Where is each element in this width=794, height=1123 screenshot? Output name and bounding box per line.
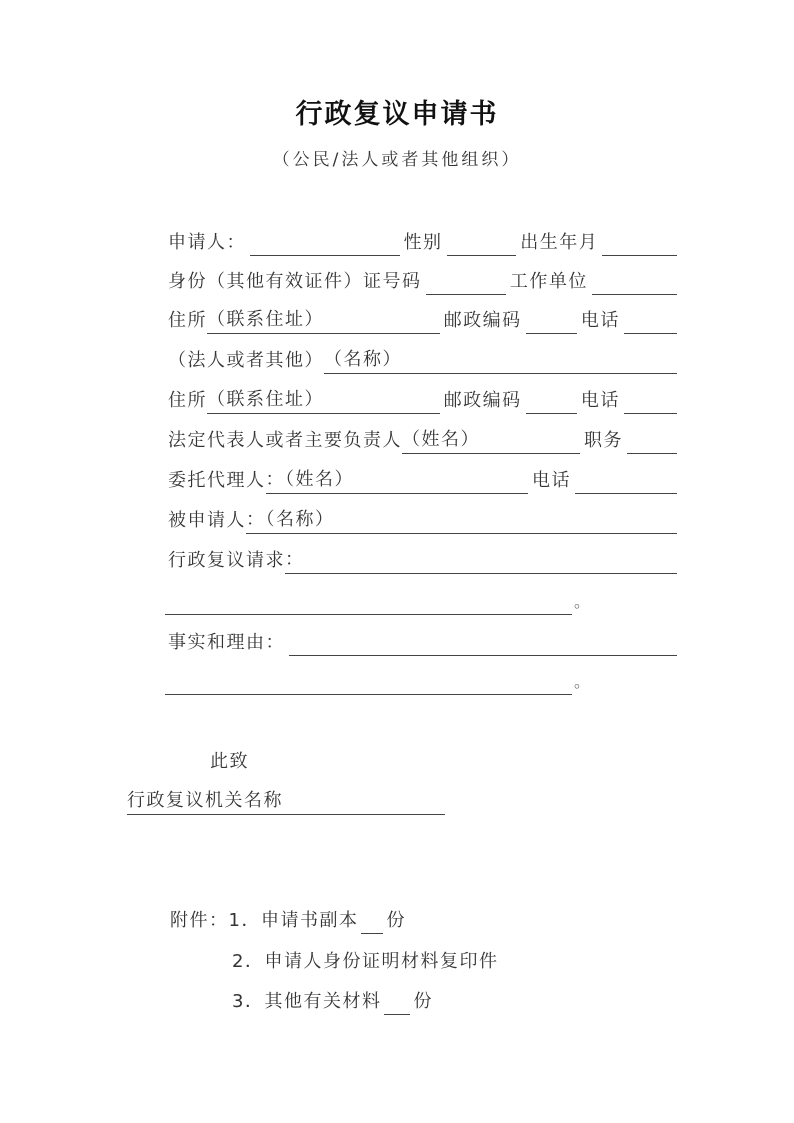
attachment-row-2 (232, 945, 498, 975)
salutation: 此致 (210, 751, 249, 772)
attachment-row-1 (170, 904, 406, 934)
id-number-field[interactable] (426, 269, 506, 295)
postcode-label: 邮政编码 (443, 390, 522, 411)
work-unit-field[interactable] (592, 269, 677, 295)
entity-name-field[interactable]: （名称） (324, 347, 677, 374)
attachment-item-2: 2．申请人身份证明材料复印件 (232, 951, 499, 972)
facts-label: 事实和理由： (168, 632, 285, 653)
request-field-line2[interactable] (165, 589, 572, 615)
copies3-label: 份 (413, 991, 433, 1012)
applicant-label: 申请人： (168, 232, 246, 253)
request-row (168, 544, 677, 574)
legal-rep-label: 法定代表人或者主要负责人 (168, 430, 402, 451)
agent-row (168, 464, 677, 494)
applicant-row (168, 226, 677, 256)
legal-rep-row (168, 424, 677, 454)
postcode-label: 邮政编码 (443, 310, 522, 331)
facts-continuation-row (165, 665, 590, 695)
respondent-name-field[interactable]: ：（名称） (246, 507, 677, 534)
position-field[interactable] (627, 428, 677, 454)
copies3-field[interactable] (384, 989, 410, 1015)
document-title: 行政复议申请书 (295, 99, 499, 130)
phone-label: 电话 (531, 470, 571, 491)
legal-other-label: （法人或者其他） (168, 350, 324, 371)
birth-field[interactable] (602, 230, 677, 256)
residence-label: 住所 (168, 390, 207, 411)
request-label: 行政复议请求 (168, 550, 285, 571)
copies-field[interactable] (361, 908, 383, 934)
legal-entity-row (168, 344, 677, 374)
agent-phone-field[interactable] (575, 468, 677, 494)
phone-label: 电话 (580, 390, 620, 411)
copies-label: 份 (386, 910, 406, 931)
applicant-name-field[interactable] (250, 230, 400, 256)
salutation-row (210, 745, 249, 775)
legal-rep-name-field[interactable]: （姓名） (402, 427, 580, 454)
entity-phone-field[interactable] (624, 388, 677, 414)
residence-label: 住所 (168, 310, 207, 331)
document-subtitle: （公民/法人或者其他组织） (272, 150, 522, 170)
respondent-row (168, 504, 677, 534)
agent-name-field[interactable]: ：（姓名） (266, 467, 528, 494)
address-field[interactable]: （联系住址） (207, 307, 440, 334)
entity-address-field[interactable]: （联系住址） (207, 387, 440, 414)
birth-label: 出生年月 (520, 232, 599, 253)
authority-name-field[interactable]: 行政复议机关名称 (127, 788, 445, 815)
request-field[interactable]: ： (285, 547, 677, 574)
facts-field-line2[interactable] (165, 669, 572, 695)
position-label: 职务 (584, 430, 623, 451)
attachment-row-3 (232, 985, 433, 1015)
agent-label: 委托代理人 (168, 470, 266, 491)
entity-postcode-field[interactable] (526, 388, 577, 414)
entity-address-row (168, 384, 677, 414)
attachment-label: 附件：1．申请书副本 (170, 910, 359, 931)
request-continuation-row (165, 585, 590, 615)
id-number-label: 身份（其他有效证件）证号码 (168, 271, 422, 292)
facts-field[interactable] (289, 630, 677, 656)
period: 。 (574, 672, 591, 691)
facts-row (168, 626, 677, 656)
authority-row (127, 785, 445, 815)
gender-label: 性别 (403, 232, 443, 253)
postcode-field[interactable] (526, 308, 577, 334)
phone-field[interactable] (624, 308, 677, 334)
respondent-label: 被申请人 (168, 510, 246, 531)
attachment-item-3: 3．其他有关材料 (232, 991, 382, 1012)
work-unit-label: 工作单位 (509, 271, 588, 292)
address-row (168, 304, 677, 334)
period: 。 (574, 592, 591, 611)
gender-field[interactable] (447, 230, 517, 256)
phone-label: 电话 (580, 310, 620, 331)
id-row (168, 265, 677, 295)
